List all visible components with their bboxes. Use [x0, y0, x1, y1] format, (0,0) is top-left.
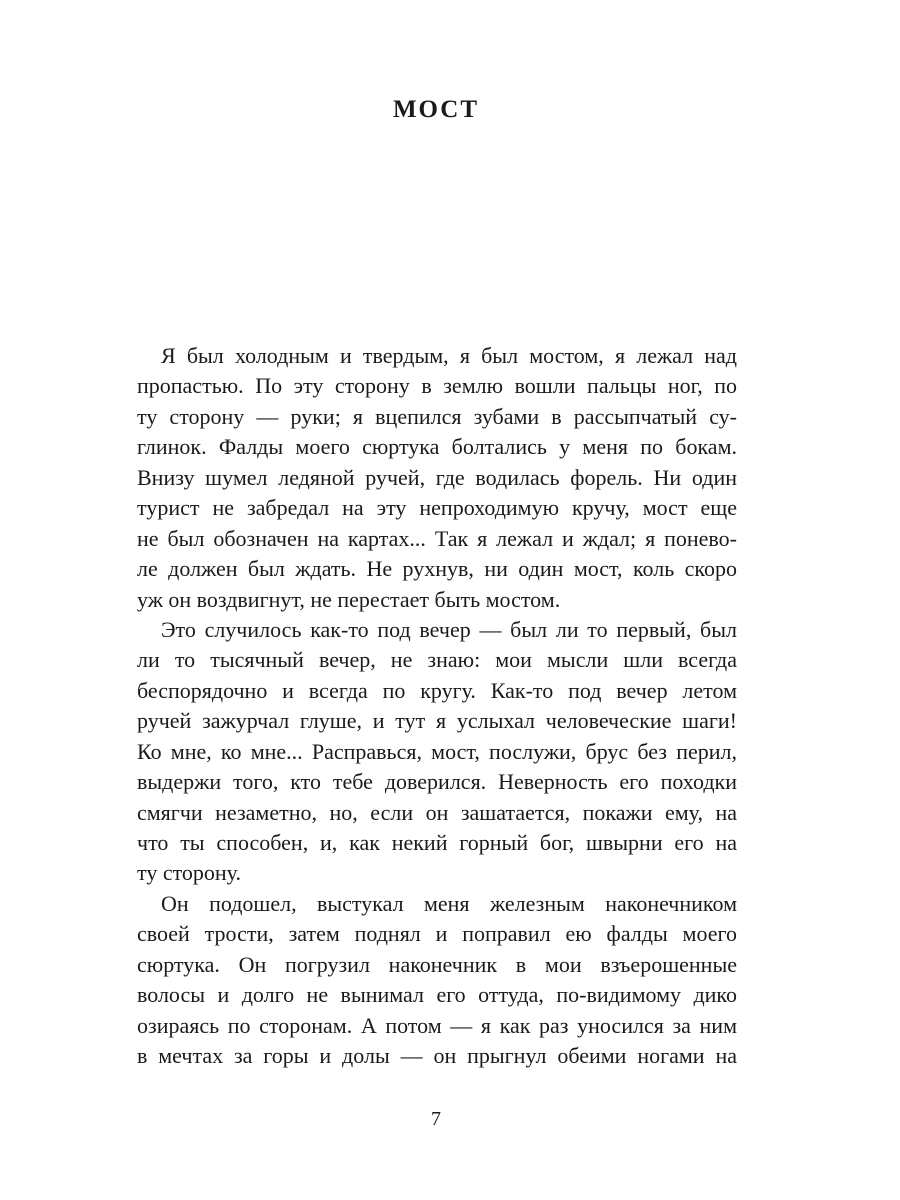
text-line: Внизу шумел ледяной ручей, где водилась форель. Ни один [137, 464, 737, 490]
text-line: что ты способен, и, как некий горный бог, швырни его на [137, 830, 737, 855]
text-line: в мечтах за горы и долы — он прыгнул обеими ногами на [137, 1043, 737, 1069]
chapter-title: МОСТ [392, 96, 480, 123]
text-line: глинок. Фалды моего сюртука болтались у меня по бокам. [137, 434, 737, 460]
text-line: смягчи незаметно, но, если он зашатается, покажи ему, на [137, 799, 737, 825]
text-line: выдержи того, кто тебе доверился. Неверность его походки [137, 769, 737, 795]
text-line: ту сторону — руки; я вцепился зубами в рассыпчатый су- [137, 403, 737, 429]
text-line: волосы и долго не вынимал его оттуда, по-видимому дико [137, 982, 737, 1008]
body-text [137, 341, 737, 1072]
text-line: не был обозначен на картах... Так я лежал и ждал; я понево- [137, 525, 737, 551]
paragraph-3 [137, 889, 737, 1072]
text-line: Он подошел, выстукал меня железным наконечником [161, 890, 737, 916]
text-line: сюртука. Он погрузил наконечник в мои взъерошенные [137, 951, 737, 977]
text-line: своей трости, затем поднял и поправил ею фалды моего [137, 921, 737, 947]
text-line: Это случилось как-то под вечер — был ли то первый, был [161, 616, 737, 642]
text-line: ту сторону. [137, 860, 241, 886]
page-number: 7 [431, 1108, 441, 1130]
paragraph-2 [137, 615, 737, 889]
text-line: турист не забредал на эту непроходимую кручу, мост еще [137, 495, 737, 521]
text-line: ле должен был ждать. Не рухнув, ни один мост, коль скоро [137, 556, 737, 582]
text-line: беспорядочно и всегда по кругу. Как-то под вечер летом [137, 677, 737, 703]
text-line: ручей зажурчал глуше, и тут я услыхал человеческие шаги! [137, 708, 737, 734]
text-line: ли то тысячный вечер, не знаю: мои мысли шли всегда [137, 647, 737, 673]
text-line: уж он воздвигнут, не перестает быть мостом. [137, 586, 561, 612]
paragraph-1 [137, 341, 737, 615]
text-line: пропастью. По эту сторону в землю вошли пальцы ног, по [137, 373, 737, 399]
text-line: озираясь по сторонам. А потом — я как раз уносился за ним [137, 1012, 737, 1038]
text-line: Ко мне, ко мне... Расправься, мост, послужи, брус без перил, [137, 738, 737, 764]
text-line: Я был холодным и твердым, я был мостом, я лежал над [161, 343, 737, 368]
